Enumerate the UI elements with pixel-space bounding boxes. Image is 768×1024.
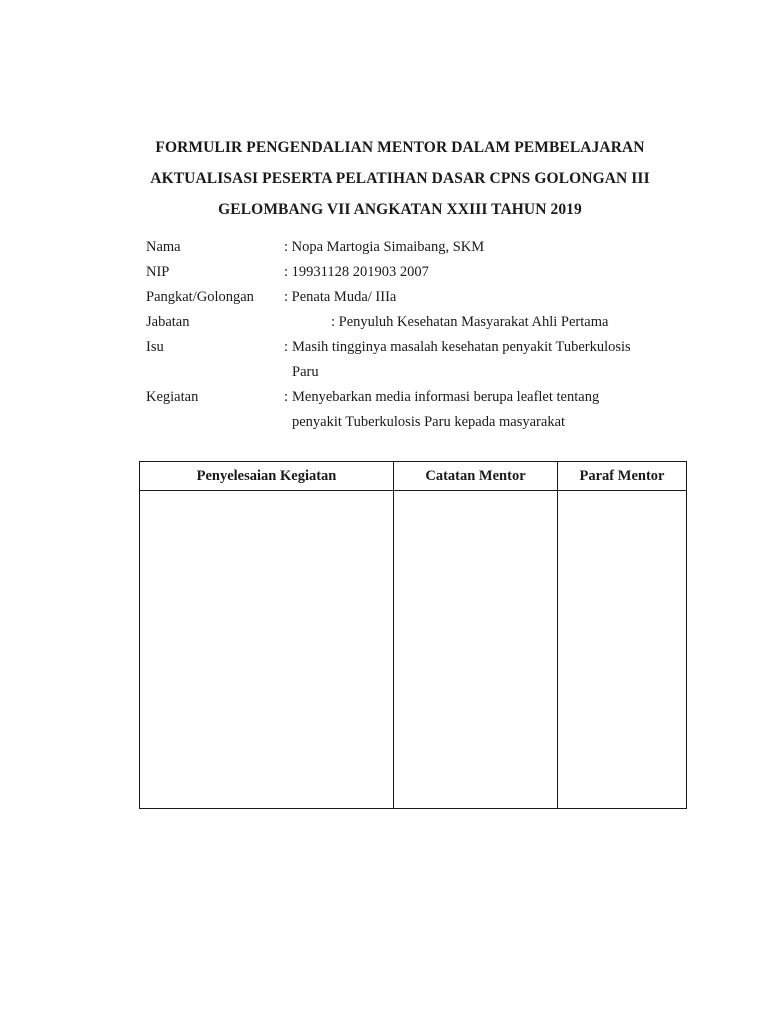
title-line-1: FORMULIR PENGENDALIAN MENTOR DALAM PEMBELAJARAN: [155, 139, 645, 156]
mentor-control-table: [139, 461, 687, 809]
isu-value-line-1: Masih tingginya masalah kesehatan penyakit Tuberkulosis: [292, 339, 631, 355]
kegiatan-label: Kegiatan: [146, 389, 199, 405]
header-penyelesaian-kegiatan: Penyelesaian Kegiatan: [140, 462, 394, 491]
isu-label: Isu: [146, 339, 164, 355]
jabatan-label: Jabatan: [146, 314, 190, 330]
cell-penyelesaian-kegiatan: [140, 491, 394, 809]
nip-label: NIP: [146, 264, 170, 280]
kegiatan-value-line-2: penyakit Tuberkulosis Paru kepada masyarakat: [292, 414, 566, 430]
nama-value: : Nopa Martogia Simaibang, SKM: [284, 239, 485, 255]
isu-separator: :: [284, 339, 289, 355]
kegiatan-separator: :: [284, 389, 289, 405]
nip-value: : 19931128 201903 2007: [284, 264, 429, 280]
kegiatan-value-line-1: Menyebarkan media informasi berupa leaflet tentang: [292, 389, 600, 405]
pangkat-value: : Penata Muda/ IIIa: [284, 289, 397, 305]
header-paraf-mentor: Paraf Mentor: [558, 462, 687, 491]
title-line-2: AKTUALISASI PESERTA PELATIHAN DASAR CPNS GOLONGAN III: [150, 170, 650, 187]
cell-paraf-mentor: [558, 491, 687, 809]
pangkat-label: Pangkat/Golongan: [146, 289, 254, 305]
form-title: [100, 132, 700, 225]
cell-catatan-mentor: [394, 491, 558, 809]
header-catatan-mentor: Catatan Mentor: [394, 462, 558, 491]
table-header-row: [140, 462, 687, 491]
title-line-3: GELOMBANG VII ANGKATAN XXIII TAHUN 2019: [218, 201, 582, 218]
table-row: [140, 491, 687, 809]
jabatan-value: : Penyuluh Kesehatan Masyarakat Ahli Pertama: [331, 314, 609, 330]
isu-value-line-2: Paru: [292, 364, 319, 380]
nama-label: Nama: [146, 239, 181, 255]
